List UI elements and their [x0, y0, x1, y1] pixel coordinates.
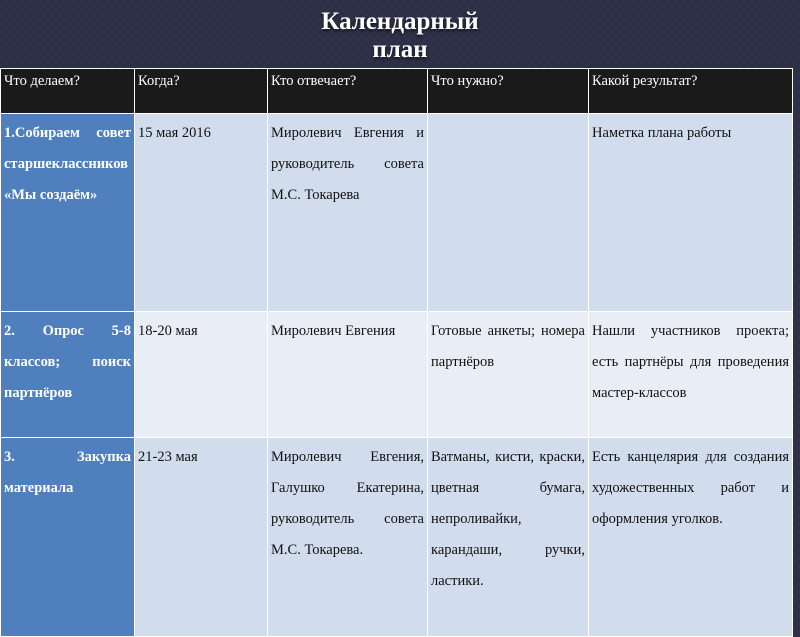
calendar-plan-table: [0, 68, 793, 637]
row-2-when: 18-20 мая: [135, 312, 268, 438]
table-row: [1, 312, 793, 438]
row-3-who: Миролевич Евгения, Галушко Екатерина, руководитель совета М.С. Токарева.: [268, 438, 428, 637]
row-1-result: Наметка плана работы: [589, 114, 793, 312]
row-1-when: 15 мая 2016: [135, 114, 268, 312]
header-who: Кто отвечает?: [268, 69, 428, 114]
title-line-2: план: [372, 36, 428, 63]
title-line-1: Календарный: [321, 8, 479, 35]
row-2-who: Миролевич Евгения: [268, 312, 428, 438]
slide-title: [0, 8, 800, 64]
row-2-result: Нашли участников проекта; есть партнёры для проведения мастер-классов: [589, 312, 793, 438]
row-3-when: 21-23 мая: [135, 438, 268, 637]
row-3-result: Есть канцелярия для создания художественных работ и оформления уголков.: [589, 438, 793, 637]
row-2-need: Готовые анкеты; номера партнёров: [428, 312, 589, 438]
header-row: [1, 69, 793, 114]
header-need: Что нужно?: [428, 69, 589, 114]
table-row: [1, 114, 793, 312]
row-2-what: 2. Опрос 5-8 классов; поиск партнёров: [1, 312, 135, 438]
header-result: Какой результат?: [589, 69, 793, 114]
row-1-who: Миролевич Евгения и руководитель совета М.С. Токарева: [268, 114, 428, 312]
row-3-what: 3. Закупка материала: [1, 438, 135, 637]
header-when: Когда?: [135, 69, 268, 114]
row-3-need: Ватманы, кисти, краски, цветная бумага, непроливайки, карандаши, ручки, ластики.: [428, 438, 589, 637]
row-1-need: [428, 114, 589, 312]
header-what: Что делаем?: [1, 69, 135, 114]
row-1-what: 1.Собираем совет старшеклассников «Мы создаём»: [1, 114, 135, 312]
table-row: [1, 438, 793, 637]
